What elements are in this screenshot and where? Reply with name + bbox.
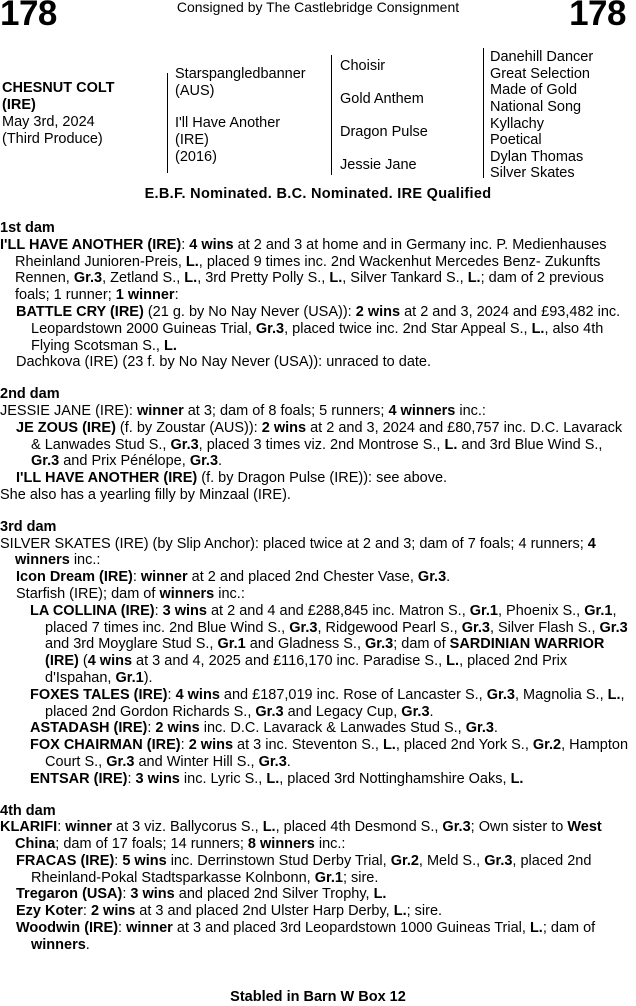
produce-ezy-koter: Ezy Koter: 2 wins at 3 and placed 2nd Ulster Harp Derby, L.; sire. (16, 903, 443, 920)
produce-foxes-tales: FOXES TALES (IRE): 4 wins and £187,019 inc. Rose of Lancaster S., Gr.3, Magnolia S., L., placed 2nd Gordon Richards S., Gr.3 and Legacy Cup, Gr.3. (30, 686, 625, 720)
pedigree-sire: Starspangledbanner (AUS) (175, 66, 306, 99)
fourth-dam-heading: 4th dam (0, 802, 56, 819)
pedigree-gp-3: Made of Gold (490, 82, 578, 98)
pedigree-gp-1: Danehill Dancer (490, 49, 594, 65)
third-dam-heading: 3rd dam (0, 518, 57, 535)
pedigree-divider-3 (483, 48, 484, 178)
second-dam-heading: 2nd dam (0, 386, 60, 403)
lot-number-left: 178 (0, 0, 57, 33)
produce-fracas: FRACAS (IRE): 5 wins inc. Derrinstown Stud Derby Trial, Gr.2, Meld S., Gr.3, placed 2nd Rheinland-Pokal Stadtsparkasse Kolnbonn, Gr.1; sire. (16, 852, 592, 886)
pedigree-dam-dam: Jessie Jane (340, 157, 417, 173)
pedigree-gp-2: Great Selection (490, 66, 590, 82)
pedigree-dam-sire: Dragon Pulse (340, 124, 428, 140)
produce-tregaron: Tregaron (USA): 3 wins and placed 2nd Silver Trophy, L. (16, 886, 387, 903)
horse-country: (IRE) (2, 97, 36, 113)
pedigree-gp-8: Silver Skates (490, 165, 575, 181)
catalogue-body (0, 220, 632, 954)
produce-dachkova: Dachkova (IRE) (23 f. by No Nay Never (USA)): unraced to date. (16, 354, 432, 371)
third-dam-entry: SILVER SKATES (IRE) (by Slip Anchor): placed twice at 2 and 3; dam of 7 foals; 4 runners; 4 winners inc.: (0, 535, 596, 569)
pedigree-gp-5: Kyllachy (490, 116, 544, 132)
produce-icon-dream: Icon Dream (IRE): winner at 2 and placed 2nd Chester Vase, Gr.3. (16, 569, 451, 586)
first-dam-entry: I'LL HAVE ANOTHER (IRE): 4 wins at 2 and 3 at home and in Germany inc. P. Medienhauses Rheinland Junioren-Preis, L., placed 9 times inc. 2nd Wackenhut Mercedes Benz- Zukunfts Rennen, Gr.3, Zetland S., L., 3rd Pretty Polly S., L., Silver Tankard S., L.; dam of 2 previous foals; 1 runner; 1 winner: (0, 236, 607, 304)
stabling-note: Stabled in Barn W Box 12 (230, 989, 406, 1005)
pedigree-gp-4: National Song (490, 99, 582, 115)
pedigree-divider-2 (331, 55, 332, 175)
produce-woodwin: Woodwin (IRE): winner at 3 and placed 3rd Leopardstown 1000 Guineas Trial, L.; dam of winners. (16, 920, 596, 953)
produce-fox-chairman: FOX CHAIRMAN (IRE): 2 wins at 3 inc. Steventon S., L., placed 2nd York S., Gr.2, Hampton Court S., Gr.3 and Winter Hill S., Gr.3. (30, 737, 629, 770)
lot-number-right: 178 (569, 0, 626, 33)
produce-ill-have-another: I'LL HAVE ANOTHER (IRE) (f. by Dragon Pulse (IRE)): see above. (16, 470, 448, 487)
foaling-date: May 3rd, 2024 (2, 114, 95, 130)
pedigree-divider-1 (167, 73, 168, 173)
produce-note: (Third Produce) (2, 131, 103, 147)
produce-astadash: ASTADASH (IRE): 2 wins inc. D.C. Lavarack & Lanwades Stud S., Gr.3. (30, 720, 498, 737)
horse-details (2, 80, 115, 148)
second-dam-entry: JESSIE JANE (IRE): winner at 3; dam of 8 foals; 5 runners; 4 winners inc.: (0, 402, 486, 419)
produce-je-zous: JE ZOUS (IRE) (f. by Zoustar (AUS)): 2 wins at 2 and 3, 2024 and £80,757 inc. D.C. Lavarack & Lanwades Stud S., Gr.3, placed 3 times viz. 2nd Montrose S., L. and 3rd Blue Wind S., Gr.3 and Prix Pénélope, Gr.3. (16, 419, 623, 470)
pedigree-gp-7: Dylan Thomas (490, 149, 584, 165)
first-dam-heading: 1st dam (0, 220, 55, 236)
nominations-line: E.B.F. Nominated. B.C. Nominated. IRE Qualified (144, 186, 492, 202)
produce-starfish: Starfish (IRE); dam of winners inc.: (16, 585, 245, 602)
yearling-note: She also has a yearling filly by Minzaal (IRE). (0, 486, 291, 503)
pedigree-sire-dam: Gold Anthem (340, 91, 424, 107)
produce-entsar: ENTSAR (IRE): 3 wins inc. Lyric S., L., placed 3rd Nottinghamshire Oaks, L. (30, 770, 524, 787)
pedigree-dam: I'll Have Another (IRE) (2016) (175, 115, 281, 165)
produce-la-collina: LA COLLINA (IRE): 3 wins at 2 and 4 and £288,845 inc. Matron S., Gr.1, Phoenix S., Gr.1, placed 7 times inc. 2nd Blue Wind S., Gr.3, Ridgewood Pearl S., Gr.3, Silver Flash S., Gr.3 and 3rd Moyglare Stud S., Gr.1 and Gladness S., Gr.3; dam of SARDINIAN WARRIOR (IRE) (4 wins at 3 and 4, 2025 and £116,170 inc. Paradise S., L., placed 2nd Prix d'Ispahan, Gr.1). (30, 602, 628, 686)
produce-battle-cry: BATTLE CRY (IRE) (21 g. by No Nay Never (USA)): 2 wins at 2 and 3, 2024 and £93,482 inc. Leopardstown 2000 Guineas Trial, Gr.3, placed twice inc. 2nd Star Appeal S., L., also 4th Flying Scotsman S., L. (16, 303, 621, 354)
pedigree-sire-sire: Choisir (340, 58, 386, 74)
horse-name: CHESNUT COLT (2, 80, 115, 96)
consignor-line: Consigned by The Castlebridge Consignment (176, 0, 460, 15)
fourth-dam-entry: KLARIFI: winner at 3 viz. Ballycorus S., L., placed 4th Desmond S., Gr.3; Own sister to West China; dam of 17 foals; 14 runners; 8 winners inc.: (0, 819, 602, 853)
pedigree-gp-6: Poetical (490, 132, 542, 148)
